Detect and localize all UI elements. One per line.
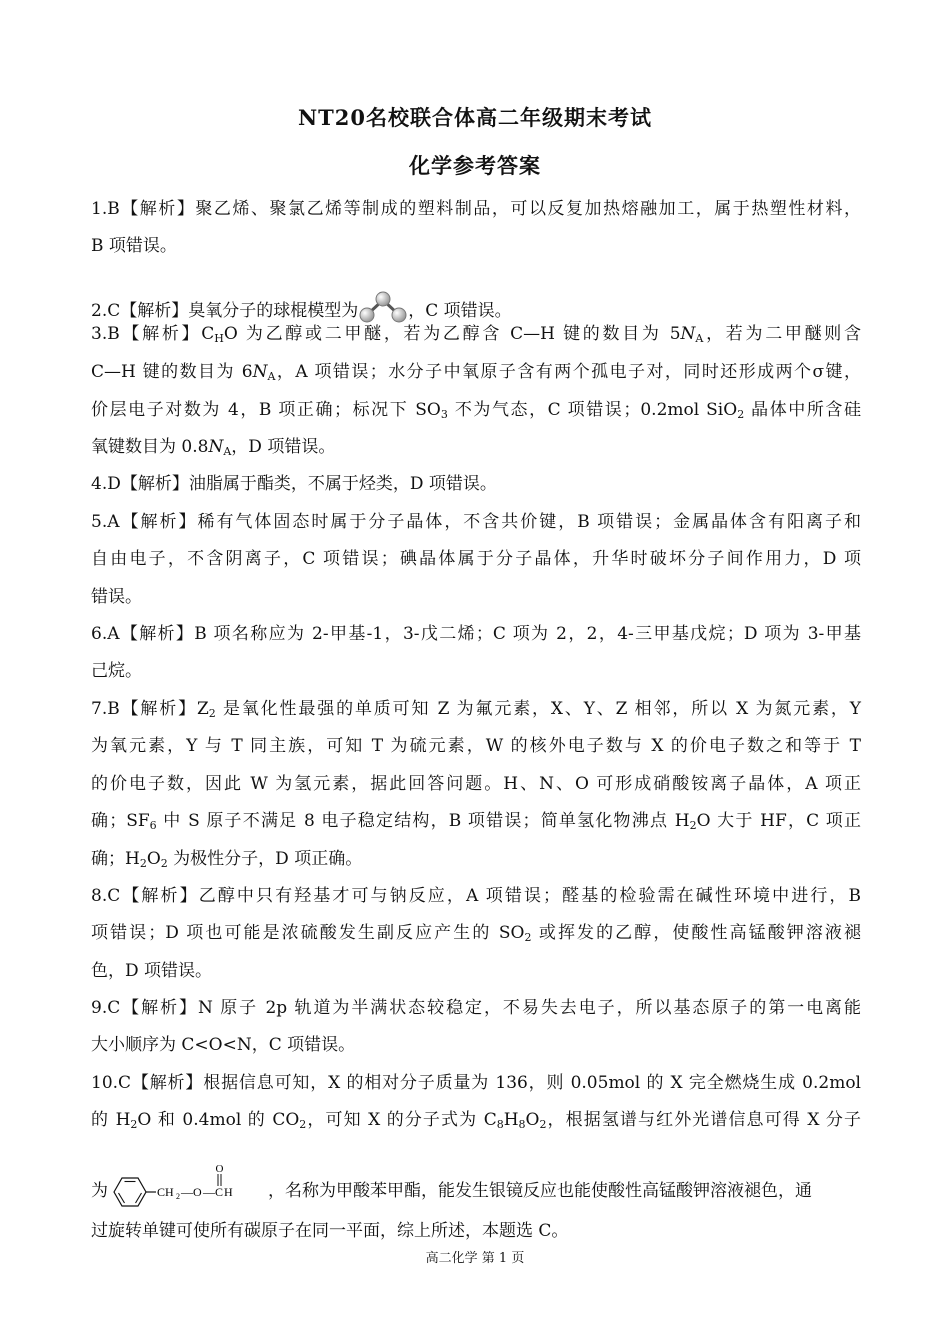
answer-7-line-2: 为氧元素，Y 与 T 同主族，可知 T 为硫元素，W 的核外电子数与 X 的价电子数之和等于 T [91, 736, 861, 756]
text: C [201, 324, 215, 344]
answer-1-head: 1.B【解析】 [91, 199, 196, 219]
text: 为 [91, 1181, 108, 1201]
text: 项错误；D 项也可能是浓硫酸发生副反应产生的 SO [91, 923, 525, 943]
text: 确；SF [91, 811, 150, 831]
text: 不为气态，C 项错误；0.2mol SiO [447, 400, 738, 420]
ch2-label: CH [157, 1185, 174, 1199]
text: 乙醇中只有羟基才可与钠反应，A 项错误；醛基的检验需在碱性环境中进行，B [198, 886, 862, 906]
answer-9-line-2: 大小顺序为 C<O<N，C 项错误。 [91, 1035, 356, 1055]
answer-7-line-1 [91, 697, 861, 721]
bond-dash-2: — [203, 1185, 215, 1199]
text: O [146, 849, 161, 869]
page-title: NT20名校联合体高二年级期末考试 [297, 105, 653, 130]
answer-5-head: 5.A【解析】 [91, 512, 198, 532]
answer-6-line-2: 己烷。 [91, 661, 142, 681]
subscript: 2 [539, 1118, 547, 1131]
answer-1-line-1 [91, 197, 861, 221]
answer-10-head: 10.C【解析】 [91, 1073, 204, 1093]
text: ，名称为甲酸苯甲酯，能发生银镜反应也能使酸性高锰酸钾溶液褪色，通 [268, 1181, 812, 1201]
text: O 为乙醇或二甲醚，若为乙醇含 C—H 键的数目为 5 [223, 324, 681, 344]
subscript: 2 [208, 707, 216, 720]
answer-2-line-1 [91, 290, 861, 324]
answer-10-line-3 [91, 1162, 861, 1210]
answer-3-line-3 [91, 398, 861, 422]
page-footer: 高二化学 第 1 页 [425, 1251, 525, 1266]
text: ，可知 X 的分子式为 C [306, 1110, 497, 1130]
oxygen-label: O [193, 1185, 202, 1199]
answer-1-text: 聚乙烯、聚氯乙烯等制成的塑料制品，可以反复加热熔融加工，属于热塑性材料， [195, 199, 861, 219]
answer-9-line-1 [91, 996, 861, 1020]
answer-3-line-2 [91, 360, 861, 384]
benzyl-formate-structure [108, 1162, 268, 1210]
answer-2-head: 2.C【解析】 [91, 301, 189, 321]
answer-9-head: 9.C【解析】 [91, 998, 198, 1018]
text: 价层电子对数为 4，B 项正确；标况下 SO [91, 400, 441, 420]
answer-5-line-1 [91, 510, 861, 534]
answer-8-line-1 [91, 884, 861, 908]
text: 的 H [91, 1110, 131, 1130]
answer-7-line-4 [91, 809, 861, 833]
subscript: 2 [689, 819, 697, 832]
answer-3-line-4 [91, 435, 861, 459]
text: 晶体中所含硅 [744, 400, 861, 420]
answer-3-line-1 [91, 322, 861, 346]
answer-1-line-2: B 项错误。 [91, 236, 177, 256]
text: 中 S 原子不满足 8 电子稳定结构，B 项错误；简单氢化物沸点 H [156, 811, 690, 831]
carbonyl-oxygen-label: O [215, 1163, 224, 1175]
text: 是氧化性最强的单质可知 Z 为氟元素，X、Y、Z 相邻，所以 X 为氮元素，Y [215, 699, 861, 719]
subscript: 3 [440, 408, 448, 421]
answer-10-line-2 [91, 1108, 861, 1132]
page-subtitle: 化学参考答案 [409, 153, 541, 178]
answer-5-line-3: 错误。 [91, 587, 142, 607]
subscript: 8 [496, 1118, 504, 1131]
text: 稀有气体固态时属于分子晶体，不含共价键，B 项错误；金属晶体含有阳离子和 [197, 512, 861, 532]
answer-10-line-4: 过旋转单键可使所有碳原子在同一平面，综上所述，本题选 C。 [91, 1221, 569, 1241]
text: 确；H [91, 849, 140, 869]
text: H [503, 1110, 519, 1130]
subscript: 2 [737, 408, 745, 421]
text: 根据信息可知，X 的相对分子质量为 136，则 0.05mol 的 X 完全燃烧生成 0.2mol [203, 1073, 861, 1093]
subscript: A [223, 445, 232, 458]
subscript: H [214, 332, 224, 345]
subscript: 2 [160, 857, 168, 870]
answer-8-line-2 [91, 921, 861, 945]
answer-2-text-end: ，C 项错误。 [408, 301, 512, 321]
subscript: 2 [299, 1118, 307, 1131]
answer-6-line-1 [91, 622, 861, 646]
text: ，A 项错误；水分子中氧原子含有两个孤电子对，同时还形成两个σ键， [275, 362, 861, 382]
text: B 项名称应为 2-甲基-1，3-戊二烯；C 项为 2，2，4-三甲基戊烷；D 项为 3-甲基 [194, 624, 862, 644]
text: O 大于 HF，C 项正 [696, 811, 862, 831]
answer-5-line-2: 自由电子，不含阴离子，C 项错误；碘晶体属于分子晶体，升华时破坏分子间作用力，D 项 [91, 549, 861, 569]
answer-4-line-1 [91, 472, 861, 496]
subscript: 2 [524, 931, 532, 944]
ozone-ball-stick-model [358, 290, 408, 324]
text: 油脂属于酯类，不属于烃类，D 项错误。 [188, 474, 497, 494]
answer-4-head: 4.D【解析】 [91, 474, 189, 494]
answer-7-head: 7.B【解析】 [91, 699, 197, 719]
answer-10-line-1 [91, 1071, 861, 1095]
text: 或挥发的乙醇，使酸性高锰酸钾溶液褪 [531, 923, 861, 943]
answer-2-text: 臭氧分子的球棍模型为 [188, 301, 359, 321]
bond-dash-1: — [181, 1185, 193, 1199]
answer-7-line-5 [91, 847, 861, 871]
answer-8-head: 8.C【解析】 [91, 886, 199, 906]
text: N [208, 437, 224, 457]
text: ，根据氢谱与红外光谱信息可得 X 分子 [546, 1110, 861, 1130]
text: O 和 0.4mol 的 CO [137, 1110, 300, 1130]
subscript: 8 [518, 1118, 526, 1131]
ch2-subscript: 2 [176, 1192, 180, 1201]
answer-8-line-3: 色，D 项错误。 [91, 961, 213, 981]
text: O [525, 1110, 540, 1130]
subscript: 2 [130, 1118, 138, 1131]
text: 为极性分子，D 项正确。 [167, 849, 363, 869]
text: N [680, 324, 696, 344]
text: C—H 键的数目为 6 [91, 362, 253, 382]
subscript: A [695, 332, 704, 345]
text: ，若为二甲醚则含 [703, 324, 862, 344]
text: Z [196, 699, 209, 719]
subscript: 6 [149, 819, 157, 832]
answer-6-head: 6.A【解析】 [91, 624, 195, 644]
text: 氧键数目为 0.8 [91, 437, 209, 457]
answer-3-head: 3.B【解析】 [91, 324, 202, 344]
subscript: 2 [139, 857, 147, 870]
subscript: A [267, 370, 276, 383]
text: ，D 项错误。 [231, 437, 336, 457]
text: N 原子 2p 轨道为半满状态较稳定，不易失去电子，所以基态原子的第一电离能 [197, 998, 861, 1018]
benzene-ring [114, 1178, 146, 1206]
answer-7-line-3: 的价电子数，因此 W 为氢元素，据此回答问题。H、N、O 可形成硝酸铵离子晶体，A 项正 [91, 774, 861, 794]
hydrogen-label: H [224, 1185, 233, 1199]
carbon-label: C [215, 1185, 224, 1199]
text: N [252, 362, 268, 382]
